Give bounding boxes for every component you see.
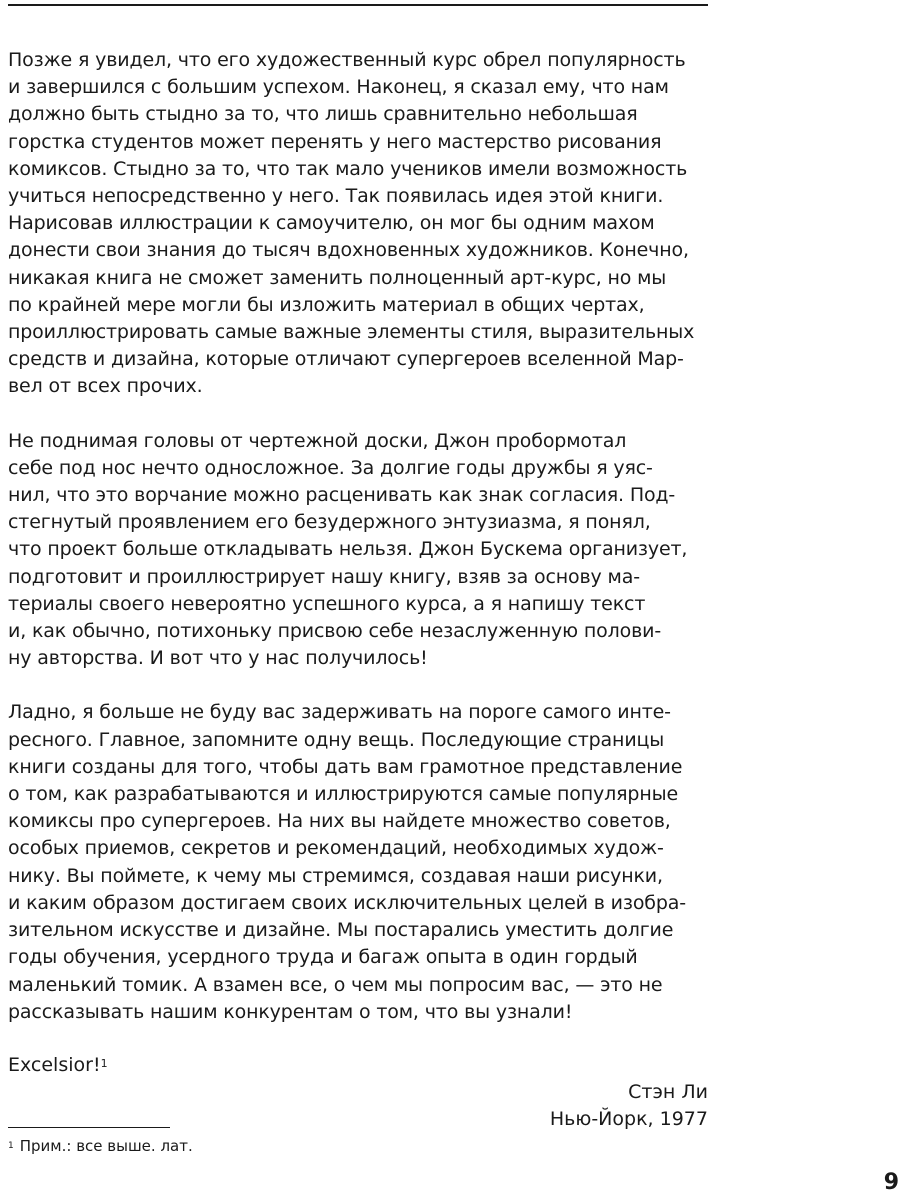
signature <box>550 1079 708 1133</box>
footnote <box>8 1136 193 1156</box>
footnote-text: Прим.: все выше. лат. <box>19 1137 193 1155</box>
footnote-reference: 1 <box>100 1057 108 1070</box>
top-rule <box>8 4 708 6</box>
closing-line <box>8 1052 108 1079</box>
footnote-mark: 1 <box>8 1141 14 1151</box>
paragraph-3: Ладно, я больше не буду вас задерживать на пороге самого инте- ресного. Главное, запомните одну вещь. Последующие страницы книги созданы для того, чтобы дать вам грамотное представление о том, как разрабатываются и иллюстрируются самые популярные комиксы про супергероев. На них вы найдете множество советов, особых приемов, секретов и рекомендаций, необходимых худож- нику. Вы поймете, к чему мы стремимся, создавая наши рисунки, и каким образом достигаем своих исключительных целей в изобра- зительном искусстве и дизайне. Мы постарались уместить долгие годы обучения, усердного труда и багаж опыта в один гордый маленький томик. А взамен все, о чем мы попросим вас, — это не рассказывать нашим конкурентам о том, что вы узнали! <box>8 701 686 1023</box>
paragraph-2: Не поднимая головы от чертежной доски, Джон пробормотал себе под нос нечто односложное. За долгие годы дружбы я уяс- нил, что это ворчание можно расценивать как знак согласия. Под- стегнутый проявлением его безудержного энтузиазма, я понял, что проект больше откладывать нельзя. Джон Бускема организует, подготовит и проиллюстрирует нашу книгу, взяв за основу ма- териалы своего невероятно успешного курса, а я напишу текст и, как обычно, потихоньку присвою себе незаслуженную полови- ну авторства. И вот что у нас получилось! <box>8 429 688 670</box>
paragraph-1: Позже я увидел, что его художественный курс обрел популярность и завершился с большим успехом. Наконец, я сказал ему, что нам должно быть стыдно за то, что лишь сравнительно небольшая горстка студентов может перенять у него мастерство рисования комиксов. Стыдно за то, что так мало учеников имели возможность учиться непосредственно у него. Так появилась идея этой книги. Нарисовав иллюстрации к самоучителю, он мог бы одним махом донести свои знания до тысяч вдохновенных художников. Конечно, никакая книга не сможет заменить полноценный арт-курс, но мы по крайней мере могли бы изложить материал в общих чертах, проиллюстрировать самые важные элементы стиля, выразительных средств и дизайна, которые отличают супергероев вселенной Мар- вел от всех прочих. <box>8 49 695 398</box>
closing-text: Excelsior! <box>8 1054 101 1076</box>
signature-place-date: Нью-Йорк, 1977 <box>549 1108 708 1130</box>
footnote-divider <box>8 1127 170 1128</box>
signature-author: Стэн Ли <box>628 1081 708 1103</box>
page-number: 9 <box>883 1170 899 1195</box>
body-text <box>8 47 708 1026</box>
